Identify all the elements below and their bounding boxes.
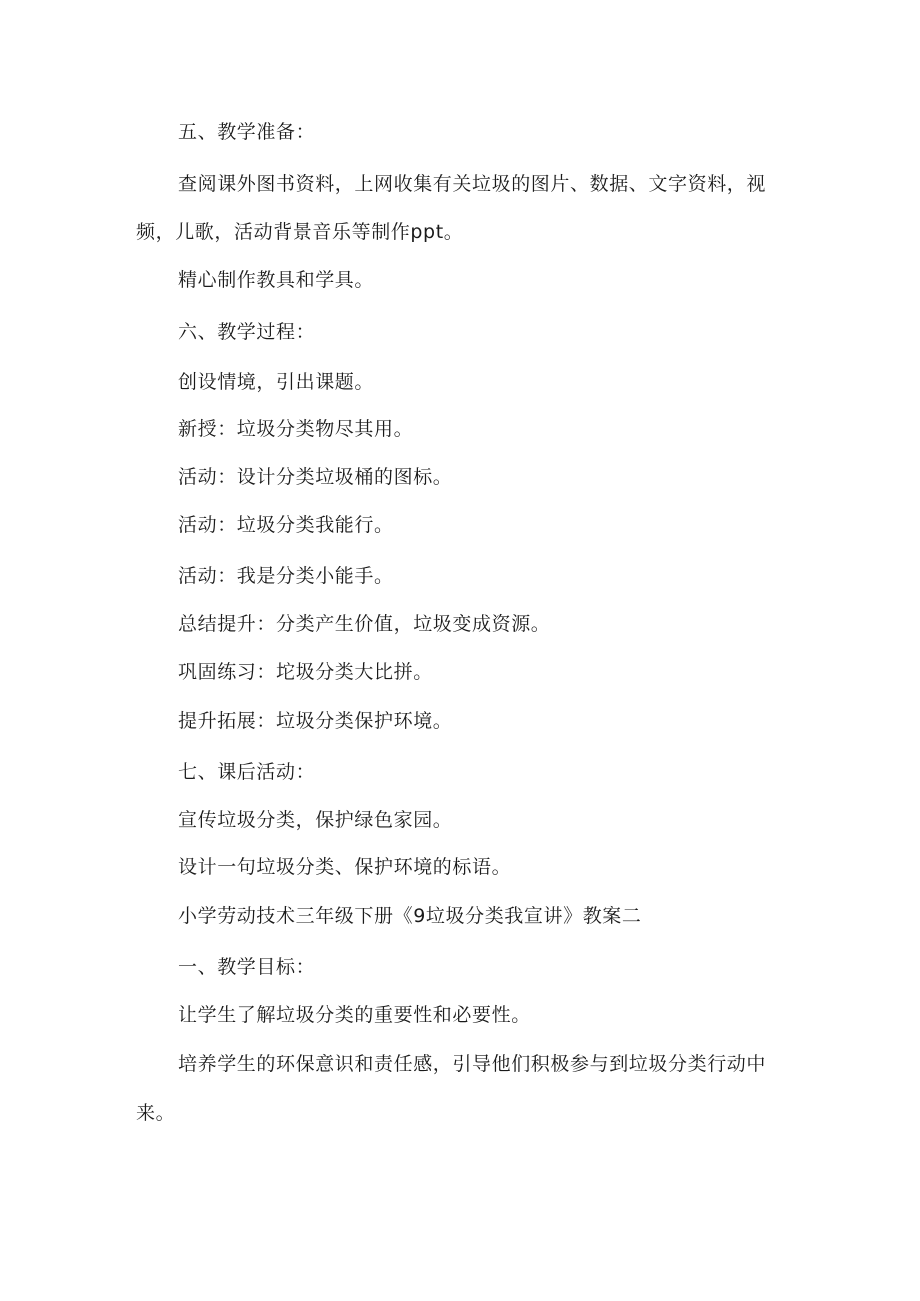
paragraph-activity-3: 活动：我是分类小能手。 xyxy=(178,565,394,587)
paragraph-process-intro: 创设情境，引出课题。 xyxy=(178,371,375,393)
paragraph-practice: 巩固练习：坨圾分类大比拼。 xyxy=(178,661,433,683)
paragraph-extension: 提升拓展：垃圾分类保护环境。 xyxy=(178,710,453,732)
paragraph-goal-2-cont: 来。 xyxy=(136,1102,176,1124)
paragraph-prep-materials: 查阅课外图书资料，上网收集有关垃圾的图片、数据、文字资料，视 xyxy=(178,173,767,195)
heading-after-class: 七、课后活动： xyxy=(178,761,316,783)
paragraph-goal-1: 让学生了解垃圾分类的重要性和必要性。 xyxy=(178,1004,531,1026)
heading-teaching-goals: 一、教学目标： xyxy=(178,956,316,978)
lesson-plan-title: 小学劳动技术三年级下册《9垃圾分类我宣讲》教案二 xyxy=(178,905,642,927)
paragraph-activity-1: 活动：设计分类垃圾桶的图标。 xyxy=(178,466,453,488)
paragraph-process-new: 新授：垃圾分类物尽其用。 xyxy=(178,418,414,440)
paragraph-summary: 总结提升：分类产生价值，垃圾变成资源。 xyxy=(178,613,551,635)
heading-teaching-preparation: 五、教学准备： xyxy=(178,121,316,143)
paragraph-slogan: 设计一句垃圾分类、保护环境的标语。 xyxy=(178,856,512,878)
heading-teaching-process: 六、教学过程： xyxy=(178,321,316,343)
paragraph-prep-tools: 精心制作教具和学具。 xyxy=(178,269,375,291)
paragraph-promote: 宣传垃圾分类，保护绿色家园。 xyxy=(178,809,453,831)
paragraph-goal-2: 培养学生的环保意识和责任感，引导他们积极参与到垃圾分类行动中 xyxy=(178,1053,767,1075)
paragraph-activity-2: 活动：垃圾分类我能行。 xyxy=(178,514,394,536)
paragraph-prep-materials-cont: 频，儿歌，活动背景音乐等制作ppt。 xyxy=(136,221,464,243)
